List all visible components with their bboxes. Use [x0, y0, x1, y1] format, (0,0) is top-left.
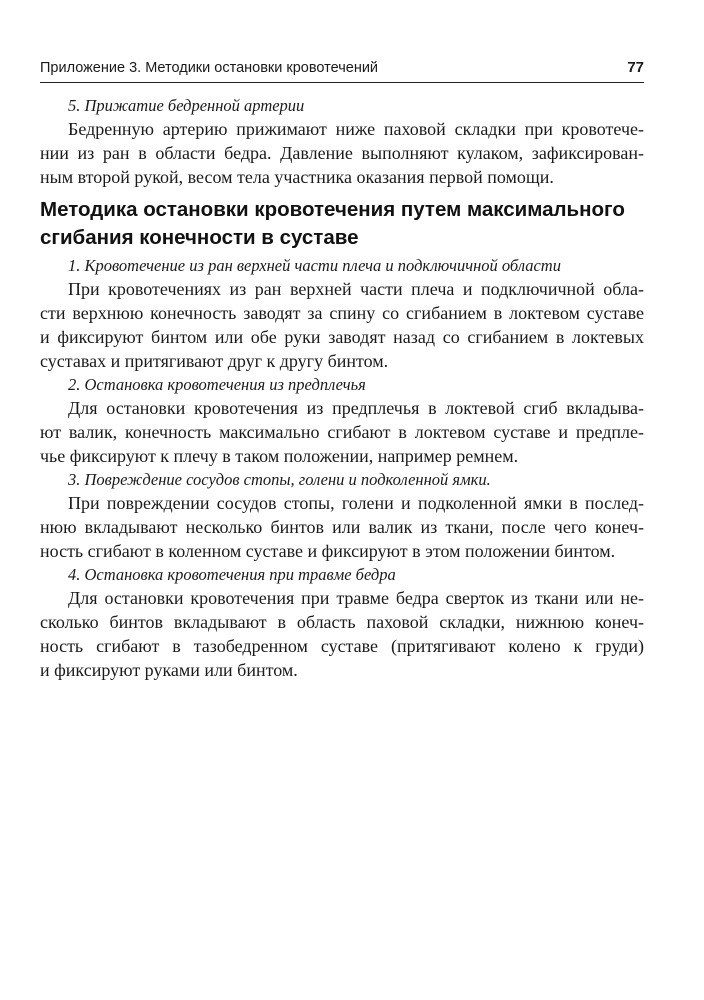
- text-line: и фиксируют руками или бинтом.: [40, 660, 298, 680]
- text-line: сти верхнюю конечность заводят за спину со сгибанием в локтевом суставе: [40, 303, 644, 323]
- text-line: нюю вкладывают несколько бинтов или валик из ткани, после чего конеч-: [40, 517, 644, 537]
- text-line: Для остановки кровотечения при травме бедра сверток из ткани или не-: [68, 588, 644, 608]
- text-line: При повреждении сосудов стопы, голени и подколенной ямки в послед-: [68, 493, 644, 513]
- subheading-item-1: 1. Кровотечение из ран верхней части плеча и подключичной области: [68, 256, 561, 275]
- text-line: нии из ран в области бедра. Давление выполняют кулаком, зафиксирован-: [40, 143, 644, 163]
- page-header: [40, 58, 644, 83]
- text-line: ют валик, конечность максимально сгибают в локтевом суставе и предпле-: [40, 422, 644, 442]
- subheading-item-4: 4. Остановка кровотечения при травме бедра: [68, 565, 396, 584]
- text-line: ным второй рукой, весом тела участника оказания первой помощи.: [40, 167, 554, 187]
- text-line: Бедренную артерию прижимают ниже паховой складки при кровотече-: [68, 119, 644, 139]
- text-line: Для остановки кровотечения из предплечья в локтевой сгиб вкладыва-: [68, 398, 644, 418]
- subheading-femoral-artery: 5. Прижатие бедренной артерии: [68, 96, 305, 115]
- text-line: чье фиксируют к плечу в таком положении, например ремнем.: [40, 446, 519, 466]
- text-line: ность сгибают в тазобедренном суставе (притягивают колено к груди): [40, 636, 644, 656]
- subheading-item-3: 3. Повреждение сосудов стопы, голени и подколенной ямки.: [68, 470, 491, 489]
- section-femoral-artery: [40, 94, 644, 189]
- text-line: ность сгибают в коленном суставе и фиксируют в этом положении бинтом.: [40, 541, 616, 561]
- subheading-item-2: 2. Остановка кровотечения из предплечья: [68, 375, 366, 394]
- text-line: и фиксируют бинтом или обе руки заводят назад со сгибанием в локтевых: [40, 327, 644, 347]
- text-line: суставах и притягивают друг к другу бинтом.: [40, 351, 389, 371]
- section-heading: [40, 196, 660, 252]
- section-flexion-method: [40, 254, 644, 682]
- page-number: 77: [627, 59, 644, 76]
- heading-line: Методика остановки кровотечения путем максимального: [40, 198, 625, 221]
- heading-line: сгибания конечности в суставе: [40, 226, 359, 249]
- running-title: Приложение 3. Методики остановки кровотечений: [40, 60, 379, 76]
- text-line: При кровотечениях из ран верхней части плеча и подключичной обла-: [68, 279, 644, 299]
- text-line: сколько бинтов вкладывают в область паховой складки, нижнюю конеч-: [40, 612, 644, 632]
